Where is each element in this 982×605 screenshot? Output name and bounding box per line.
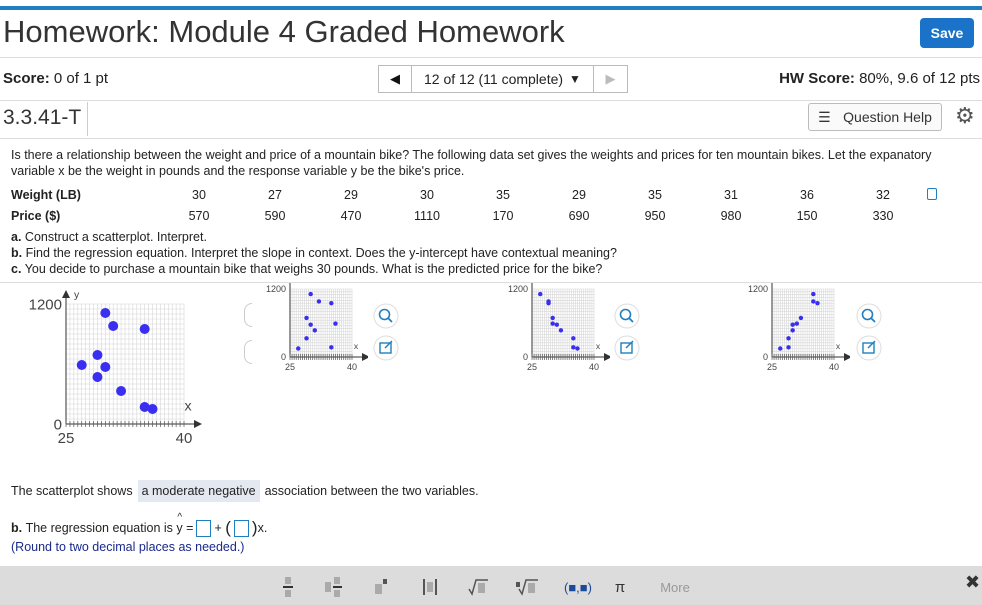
plus-sign: + xyxy=(214,521,222,535)
x-tick-label-left: 25 xyxy=(57,430,75,447)
data-point xyxy=(100,308,110,318)
score xyxy=(3,70,108,87)
data-point xyxy=(811,299,815,303)
x-tick-label-left: 25 xyxy=(526,362,538,372)
caret-down-icon: ▼ xyxy=(569,72,581,86)
equals-sign: = xyxy=(186,521,194,535)
data-point xyxy=(799,316,803,320)
part-b xyxy=(11,245,617,261)
table-cell: 690 xyxy=(568,208,590,223)
question-id: 3.3.41-T xyxy=(3,106,82,129)
table-row xyxy=(11,205,921,226)
expand-icon[interactable] xyxy=(855,334,883,362)
data-point xyxy=(317,299,321,303)
y-tick-label-top: 1200 xyxy=(747,284,768,295)
data-point xyxy=(790,323,794,327)
y-tick-label-bottom: 0 xyxy=(53,416,62,434)
scatterplot-option-3[interactable] xyxy=(740,283,850,375)
mixed-number-icon xyxy=(324,576,344,598)
table-cell: 31 xyxy=(724,187,738,202)
question-parts xyxy=(11,229,617,277)
data-point xyxy=(308,292,312,296)
table-cell: 27 xyxy=(268,187,282,202)
exponent-icon xyxy=(374,576,388,598)
math-toolbar xyxy=(0,566,982,605)
y-axis-arrow xyxy=(62,290,70,298)
x-tick-label-left: 25 xyxy=(284,362,296,372)
data-point xyxy=(815,301,819,305)
data-point xyxy=(116,386,126,396)
table-row xyxy=(11,184,921,205)
question-help-button[interactable] xyxy=(808,103,942,131)
absolute-value-icon xyxy=(421,576,439,598)
data-point xyxy=(571,345,575,349)
row-label-price: Price ($) xyxy=(11,208,61,223)
data-point xyxy=(778,346,782,350)
y-hat xyxy=(176,512,183,535)
fraction-icon xyxy=(282,576,294,598)
x-axis-arrow xyxy=(844,353,850,361)
data-point xyxy=(538,292,542,296)
data-point xyxy=(92,350,102,360)
data-point xyxy=(296,346,300,350)
data-point xyxy=(786,336,790,340)
table-cell: 980 xyxy=(720,208,742,223)
copy-data-icon[interactable] xyxy=(927,188,937,200)
part-a-text: Construct a scatterplot. Interpret. xyxy=(24,230,207,244)
association-prefix: The scatterplot shows xyxy=(11,484,133,498)
data-point xyxy=(550,321,554,325)
table-cell: 570 xyxy=(188,208,210,223)
x-tick-label-right: 40 xyxy=(588,362,600,372)
y-tick-label-bottom: 0 xyxy=(522,352,528,363)
triangle-right-icon: ▶ xyxy=(605,71,616,86)
x-axis-label: x xyxy=(353,340,359,351)
rounding-note: (Round to two decimal places as needed.) xyxy=(11,540,245,554)
hw-score xyxy=(779,70,980,87)
slope-input[interactable] xyxy=(234,520,249,537)
data-point xyxy=(546,301,550,305)
pi-tool[interactable]: π xyxy=(614,578,626,596)
part-b-text: Find the regression equation. Interpret the slope in context. Does the y-intercept have contextual meaning? xyxy=(25,246,617,260)
divider xyxy=(0,138,982,139)
data-point xyxy=(108,321,118,331)
part-a xyxy=(11,229,617,245)
y-hat-y: y xyxy=(176,521,183,535)
expand-icon[interactable] xyxy=(372,334,400,362)
exponent-tool[interactable] xyxy=(372,576,390,598)
more-button[interactable]: More xyxy=(660,579,690,595)
scatterplot-large xyxy=(10,284,225,456)
table-cell: 29 xyxy=(344,187,358,202)
divider xyxy=(0,57,982,58)
table-cell: 590 xyxy=(264,208,286,223)
table-cell: 150 xyxy=(796,208,818,223)
scatterplot-option-1[interactable] xyxy=(258,283,368,375)
divider xyxy=(87,102,88,136)
part-b-label: b. xyxy=(11,246,23,260)
data-point xyxy=(148,404,158,414)
data-point xyxy=(140,324,150,334)
table-cell: 470 xyxy=(340,208,362,223)
part-b-label: b. xyxy=(11,521,23,535)
interval-tool[interactable]: (■,■) xyxy=(564,579,592,595)
data-point xyxy=(790,328,794,332)
plot-option-1-radio[interactable] xyxy=(244,340,252,364)
table-cell: 35 xyxy=(496,187,510,202)
association-sentence xyxy=(11,480,479,502)
data-point xyxy=(329,345,333,349)
question-select[interactable] xyxy=(412,65,594,93)
question-help-label: Question Help xyxy=(843,109,932,125)
data-point xyxy=(559,328,563,332)
data-point xyxy=(550,316,554,320)
data-point xyxy=(77,360,87,370)
plot-option-1-radio[interactable] xyxy=(244,303,252,327)
triangle-left-icon: ◀ xyxy=(390,71,400,86)
intercept-input[interactable] xyxy=(196,520,211,537)
data-point xyxy=(304,336,308,340)
table-cell: 35 xyxy=(648,187,662,202)
table-cell: 1110 xyxy=(414,208,440,223)
y-tick-label-top: 1200 xyxy=(507,284,528,295)
top-accent-bar xyxy=(0,6,982,10)
divider xyxy=(0,100,982,101)
part-c-text: You decide to purchase a mountain bike that weighs 30 pounds. What is the predicted price for the bike? xyxy=(24,262,603,276)
data-point xyxy=(811,292,815,296)
x-variable: x. xyxy=(257,521,268,535)
hw-score-value: 80%, 9.6 of 12 pts xyxy=(859,70,980,87)
y-tick-label-top: 1200 xyxy=(265,284,286,295)
question-select-value: 12 of 12 (11 complete) xyxy=(424,71,564,87)
table-cell: 330 xyxy=(872,208,894,223)
data-point xyxy=(308,323,312,327)
data-point xyxy=(786,345,790,349)
y-tick-label-bottom: 0 xyxy=(762,352,768,363)
part-c-label: c. xyxy=(11,262,22,276)
y-axis-label: y xyxy=(74,289,80,301)
score-value: 0 of 1 pt xyxy=(53,70,109,87)
x-axis-arrow xyxy=(604,353,610,361)
nth-root-icon xyxy=(515,576,539,598)
hw-score-label: HW Score: xyxy=(779,70,855,87)
zoom-icon[interactable] xyxy=(613,302,641,330)
x-axis-label: x xyxy=(835,340,841,351)
paren-open: ( xyxy=(225,518,231,537)
hat-symbol: ^ xyxy=(177,512,183,523)
question-intro: Is there a relationship between the weight and price of a mountain bike? The following data set gives the weights and prices for ten mountain bikes. Let the expanatory variable x be the weight in pounds and the response variable y be the bike's price. xyxy=(11,148,932,178)
data-point xyxy=(313,328,317,332)
x-tick-label-right: 40 xyxy=(828,362,840,372)
data-point xyxy=(575,346,579,350)
y-tick-label-top: 1200 xyxy=(28,296,62,314)
square-root-icon xyxy=(467,576,489,598)
regression-text: The regression equation is xyxy=(25,521,173,535)
table-cell: 29 xyxy=(572,187,586,202)
paren-close: ) xyxy=(251,518,258,537)
table-cell: 32 xyxy=(876,187,890,202)
close-icon[interactable]: ✖ xyxy=(965,572,981,592)
square-root-tool[interactable] xyxy=(466,576,490,598)
data-point xyxy=(333,321,337,325)
association-dropdown[interactable]: a moderate negative xyxy=(138,480,260,502)
x-axis-arrow xyxy=(194,420,202,428)
zoom-icon[interactable] xyxy=(855,302,883,330)
x-axis-label: x xyxy=(595,340,601,351)
x-tick-label-right: 40 xyxy=(175,430,193,447)
part-c xyxy=(11,261,617,277)
table-cell: 30 xyxy=(192,187,206,202)
list-icon: ☰ xyxy=(818,108,831,125)
row-label-weight: Weight (LB) xyxy=(11,187,81,202)
save-button[interactable]: Save xyxy=(920,18,974,48)
data-table xyxy=(11,184,921,226)
data-point xyxy=(555,323,559,327)
regression-equation-line xyxy=(11,512,268,538)
gear-icon[interactable]: ⚙ xyxy=(955,103,975,128)
x-tick-label-left: 25 xyxy=(766,362,778,372)
mixed-number-tool[interactable] xyxy=(322,576,346,598)
nth-root-tool[interactable] xyxy=(514,576,540,598)
absolute-value-tool[interactable] xyxy=(420,576,440,598)
table-cell: 170 xyxy=(492,208,514,223)
data-point xyxy=(795,321,799,325)
data-point xyxy=(571,336,575,340)
next-question-button[interactable] xyxy=(594,65,628,93)
association-suffix: association between the two variables. xyxy=(264,484,479,498)
data-point xyxy=(100,362,110,372)
scatterplot-option-2[interactable] xyxy=(500,283,610,375)
expand-icon[interactable] xyxy=(613,334,641,362)
data-point xyxy=(92,372,102,382)
y-tick-label-bottom: 0 xyxy=(280,352,286,363)
part-a-label: a. xyxy=(11,230,22,244)
zoom-icon[interactable] xyxy=(372,302,400,330)
table-cell: 30 xyxy=(420,187,434,202)
x-axis-label: x xyxy=(184,398,192,415)
page-title: Homework: Module 4 Graded Homework xyxy=(3,14,565,49)
score-label: Score: xyxy=(3,70,50,87)
x-tick-label-right: 40 xyxy=(346,362,358,372)
x-axis-arrow xyxy=(362,353,368,361)
fraction-tool[interactable] xyxy=(278,576,298,598)
table-cell: 36 xyxy=(800,187,814,202)
previous-question-button[interactable] xyxy=(378,65,412,93)
table-cell: 950 xyxy=(644,208,666,223)
data-point xyxy=(304,316,308,320)
data-point xyxy=(329,301,333,305)
